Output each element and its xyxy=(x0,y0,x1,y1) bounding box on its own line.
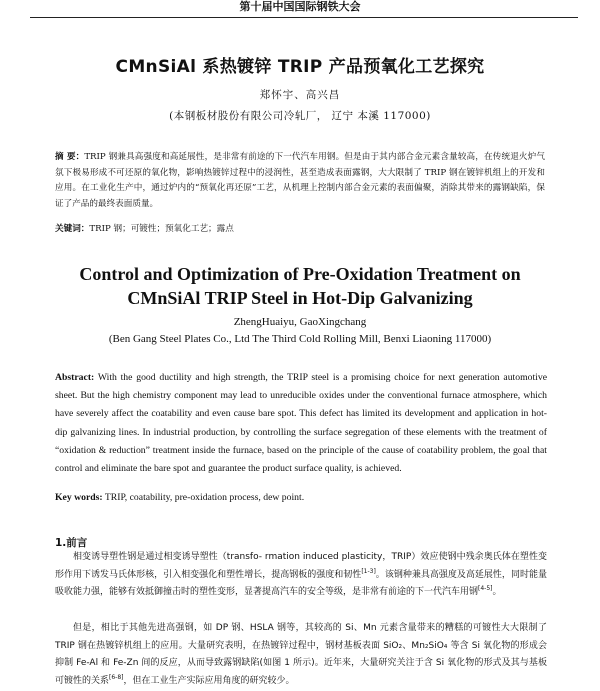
paragraph-2-text: 但是，相比于其他先进高强钢，如 DP 钢、HSLA 钢等，其较高的 Si、Mn 元素含量带来的糟糕的可镀性大大限制了 TRIP 钢在热镀锌机组上的应用。大量研究表明，在热镀锌过程中，钢材基板表面 SiO₂、Mn₂SiO₄ 等含 Si 氧化物的形成会抑制 Fe-Al 和 Fe-Zn 间的反应，从而导致露钢缺陷(如图 1 所示)。近年来，大量研究关注于含 Si 氧化物的形式及其与基板可镀性的关系 xyxy=(55,623,547,687)
chinese-abstract-label: 摘 要： xyxy=(55,152,85,162)
paragraph-1-continued: 。该钢种兼具高强度及高延展性，同时能量吸收能力强，能够有效抵御撞击时的塑性变形，显著提高汽车的安全等级，是非常有前途的下一代汽车用钢 xyxy=(55,569,547,598)
english-title-line-1: Control and Optimization of Pre-Oxidation Treatment on xyxy=(79,264,521,284)
english-keywords xyxy=(55,491,547,505)
chinese-abstract xyxy=(55,150,545,212)
citation-1: [1-3] xyxy=(361,567,376,575)
running-header: 第十届中国国际钢铁大会 xyxy=(239,0,361,13)
paragraph-1-end: 。 xyxy=(492,587,502,598)
english-abstract-label: Abstract: xyxy=(55,372,95,383)
chinese-keywords-label: 关键词： xyxy=(55,224,90,234)
chinese-title: CMnSiAl 系热镀锌 TRIP 产品预氧化工艺探究 xyxy=(115,57,485,77)
citation-3: [6-8] xyxy=(109,674,124,682)
chinese-affiliation: (本钢板材股份有限公司冷轧厂， 辽宁 本溪 117000) xyxy=(169,110,431,122)
english-title xyxy=(0,262,600,310)
paragraph-1-text: 相变诱导塑性钢是通过相变诱导塑性（transfo- rmation induced plasticity，TRIP）效应使钢中残余奥氏体在塑性变形作用下诱发马氏体形核，引入相变强化和塑性增长，提高钢板的强度和韧性 xyxy=(55,552,547,580)
chinese-abstract-text: TRIP 钢兼具高强度和高延展性，是非常有前途的下一代汽车用钢。但是由于其内部合金元素含量较高，在传统退火炉气氛下极易形成不可还原的氧化物，影响热镀锌过程中的浸润性，甚至造成表面露钢，大大限制了 TRIP 钢在镀锌机组上的开发和应用。在工业化生产中，通过炉内的“预氧化再还原”工艺，从机理上控制内部合金元素的表面偏聚，消除其带来的露钢缺陷，保证了产品的最终表面质量。 xyxy=(55,152,545,209)
section-title-introduction: 1.前言 xyxy=(55,537,88,549)
body-paragraph-1 xyxy=(55,549,547,602)
english-keywords-text: TRIP, coatability, pre-oxidation process, dew point. xyxy=(104,492,305,503)
english-authors: ZhengHuaiyu, GaoXingchang xyxy=(233,316,367,328)
header-rule xyxy=(30,17,578,18)
chinese-keywords-text: TRIP 钢；可镀性；预氧化工艺；露点 xyxy=(89,224,234,234)
english-keywords-label: Key words: xyxy=(55,492,103,503)
english-title-line-2: CMnSiAl TRIP Steel in Hot-Dip Galvanizing xyxy=(127,288,473,308)
chinese-authors: 郑怀宇、高兴昌 xyxy=(259,89,341,101)
english-abstract xyxy=(55,369,547,478)
chinese-keywords xyxy=(55,222,545,236)
english-abstract-text: With the good ductility and high strength, the TRIP steel is a promising choice for next generation automotive sheet. But the high chemistry component may lead to unreducible oxides under the conventional furnace atmosphere, which have severely affect the coatability and even cause bare spot. This defect has limited its development and application in hot-dip galvanizing lines. In industrial production, by controlling the surface segregation of these elements with the treatment of “oxidation & reduction” treatment inside the furnace, based on the principle of the cause of coatability problem, the goal that control and eliminate the bare spot and guarantee the product surface quality, is achieved. xyxy=(55,372,547,475)
paragraph-2-end: ，但在工业生产实际应用角度的研究较少。 xyxy=(123,676,295,687)
body-paragraph-2 xyxy=(55,620,547,691)
citation-2: [4-5] xyxy=(478,585,493,593)
english-affiliation: (Ben Gang Steel Plates Co., Ltd The Third Cold Rolling Mill, Benxi Liaoning 117000) xyxy=(108,333,492,345)
